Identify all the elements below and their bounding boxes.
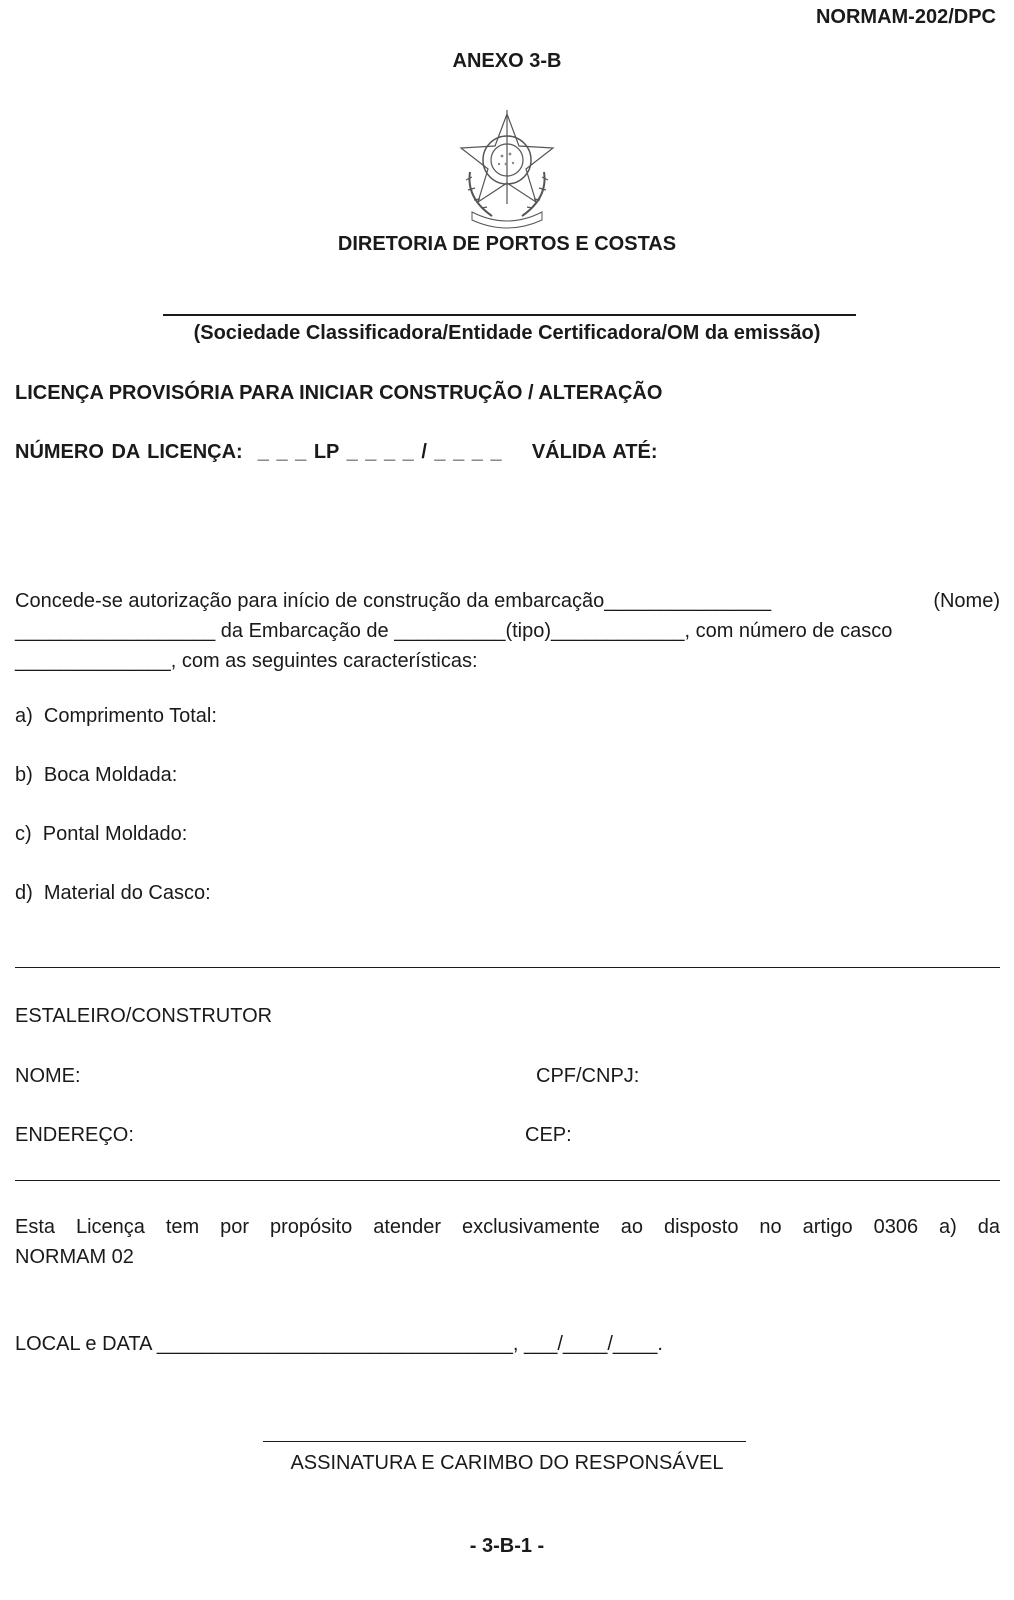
signature-line: [263, 1441, 746, 1442]
purpose-line-1: [15, 1212, 1000, 1242]
builder-address-label: ENDEREÇO:: [15, 1124, 134, 1146]
builder-cep-label: CEP:: [525, 1124, 572, 1146]
characteristic-item: d) Material do Casco:: [15, 882, 211, 904]
license-number-line: NÚMERO DA LICENÇA: _ _ _ LP _ _ _ _ / _ _ _ _ VÁLIDA ATÉ:: [15, 441, 658, 463]
section-divider: [15, 967, 1000, 968]
local-date-line: LOCAL e DATA ________________________________, ___/____/____.: [15, 1333, 663, 1355]
characteristic-item: c) Pontal Moldado:: [15, 823, 188, 845]
license-title: LICENÇA PROVISÓRIA PARA INICIAR CONSTRUÇÃO / ALTERAÇÃO: [15, 382, 663, 404]
builder-name-label: NOME:: [15, 1065, 81, 1087]
issuer-caption: (Sociedade Classificadora/Entidade Certificadora/OM da emissão): [193, 322, 821, 344]
coat-of-arms-seal: [452, 108, 562, 230]
concession-line-2: __________________ da Embarcação de __________(tipo)____________, com número de casco: [15, 620, 893, 642]
concession-line-1-right: (Nome): [933, 590, 1000, 612]
section-divider: [15, 1180, 1000, 1181]
concession-line-1-left: Concede-se autorização para início de construção da embarcação_______________: [15, 590, 772, 612]
purpose-paragraph: [15, 1212, 1000, 1272]
characteristic-item: a) Comprimento Total:: [15, 705, 217, 727]
concession-line-1: [15, 586, 1000, 616]
purpose-line-1-text: Esta Licença tem por propósito atender exclusivamente ao disposto no artigo 0306 a) da: [15, 1216, 1000, 1238]
signature-label: ASSINATURA E CARIMBO DO RESPONSÁVEL: [290, 1452, 724, 1474]
purpose-line-2: NORMAM 02: [15, 1246, 134, 1268]
annex-title: ANEXO 3-B: [452, 50, 562, 72]
concession-paragraph: [15, 586, 1000, 676]
builder-cpf-label: CPF/CNPJ:: [536, 1065, 640, 1087]
characteristic-item: b) Boca Moldada:: [15, 764, 178, 786]
document-code: NORMAM-202/DPC: [815, 6, 996, 28]
builder-section-title: ESTALEIRO/CONSTRUTOR: [15, 1005, 273, 1027]
issuer-signature-line: [163, 314, 856, 316]
directorate-name: DIRETORIA DE PORTOS E COSTAS: [337, 233, 677, 255]
concession-line-3: ______________, com as seguintes características:: [15, 650, 478, 672]
page-number: - 3-B-1 -: [469, 1535, 545, 1557]
